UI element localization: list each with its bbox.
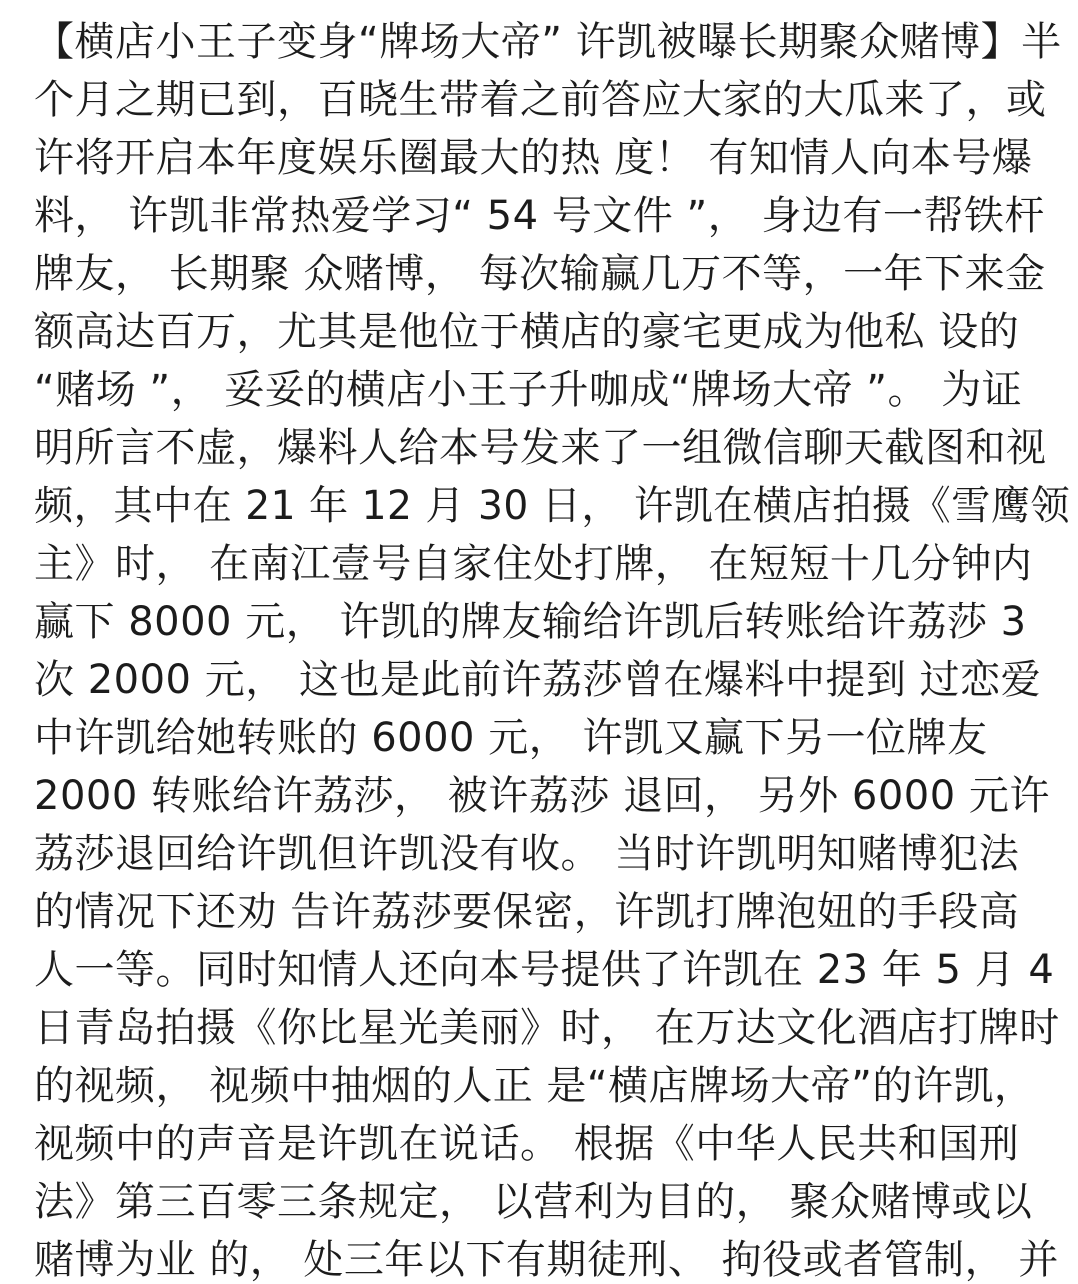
text-line: 2000 转账给许荔莎， 被许荔莎 退回， 另外 6000 元许 xyxy=(34,773,1050,819)
text-line: 荔莎退回给许凯但许凯没有收。 当时许凯明知赌博犯法 xyxy=(34,831,1020,877)
text-line: 牌友， 长期聚 众赌博， 每次输赢几万不等，一年下来金 xyxy=(34,251,1046,297)
text-line: 【横店小王子变身“牌场大帝” 许凯被曝长期聚众赌博】半 xyxy=(34,19,1062,65)
text-line: “赌场 ”， 妥妥的横店小王子升咖成“牌场大帝 ”。 为证 xyxy=(34,367,1023,413)
text-line: 个月之期已到，百晓生带着之前答应大家的大瓜来了，或 xyxy=(34,77,1047,123)
text-line: 料， 许凯非常热爱学习“ 54 号文件 ”， 身边有一帮铁杆 xyxy=(34,193,1045,239)
text-line: 频，其中在 21 年 12 月 30 日， 许凯在横店拍摄《雪鹰领 xyxy=(34,483,1071,529)
text-line: 视频中的声音是许凯在说话。 根据《中华人民共和国刑 xyxy=(34,1121,1020,1167)
text-line: 明所言不虚，爆料人给本号发来了一组微信聊天截图和视 xyxy=(34,425,1047,471)
text-line: 主》时， 在南江壹号自家住处打牌， 在短短十几分钟内 xyxy=(34,541,1033,587)
text-line: 次 2000 元， 这也是此前许荔莎曾在爆料中提到 过恋爱 xyxy=(34,657,1042,703)
text-line: 的视频， 视频中抽烟的人正 是“横店牌场大帝”的许凯， xyxy=(34,1063,1035,1109)
text-line: 许将开启本年度娱乐圈最大的热 度！ 有知情人向本号爆 xyxy=(34,135,1033,181)
text-line: 日青岛拍摄《你比星光美丽》时， 在万达文化酒店打牌时 xyxy=(34,1005,1060,1051)
text-line: 赌博为业 的， 处三年以下有期徒刑、 拘役或者管制， 并 xyxy=(34,1237,1059,1283)
text-line: 人一等。同时知情人还向本号提供了许凯在 23 年 5 月 4 xyxy=(34,947,1055,993)
text-line: 的情况下还劝 告许荔莎要保密，许凯打牌泡妞的手段高 xyxy=(34,889,1020,935)
text-line: 法》第三百零三条规定， 以营利为目的， 聚众赌博或以 xyxy=(34,1179,1033,1225)
text-line: 中许凯给她转账的 6000 元， 许凯又赢下另一位牌友 xyxy=(34,715,988,761)
text-line: 额高达百万，尤其是他位于横店的豪宅更成为他私 设的 xyxy=(34,309,1020,355)
text-line: 赢下 8000 元， 许凯的牌友输给许凯后转账给许荔莎 3 xyxy=(34,599,1027,645)
